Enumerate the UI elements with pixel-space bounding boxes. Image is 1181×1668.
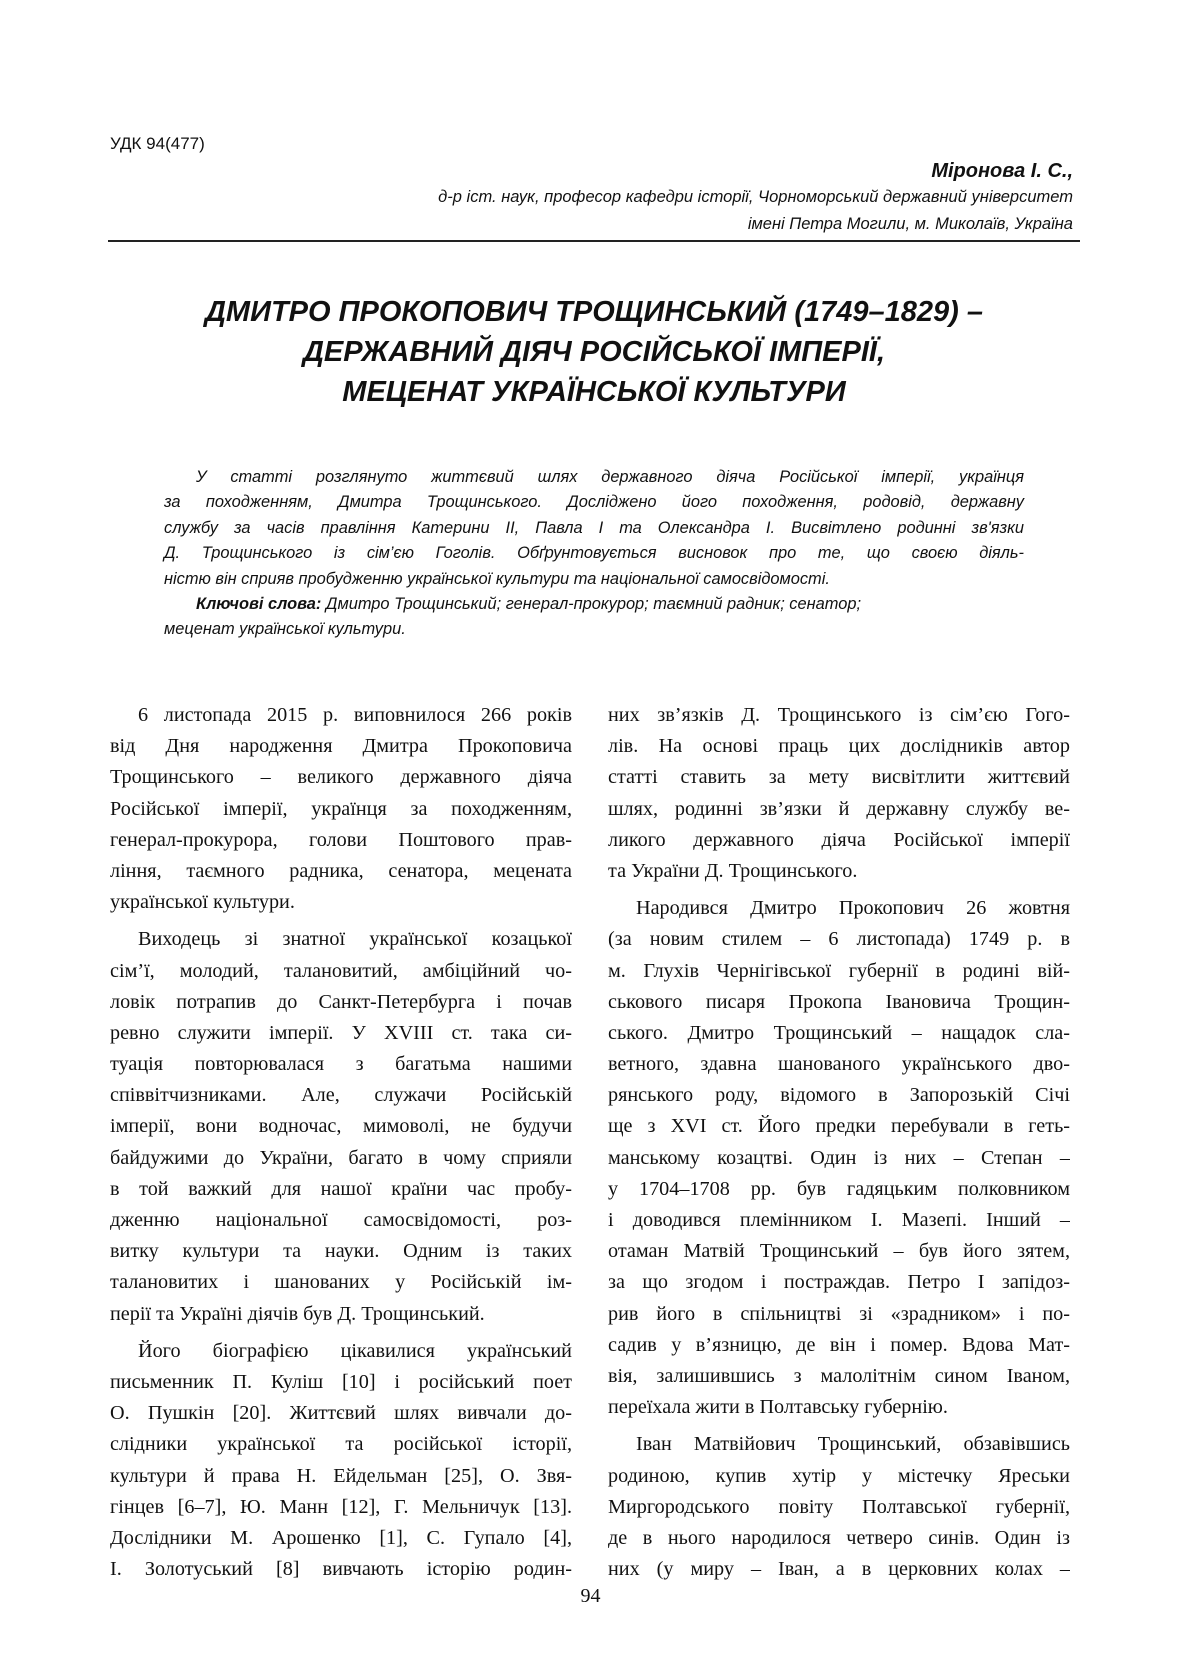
author-affiliation-line-2: імені Петра Могили, м. Миколаїв, Україна [747,215,1073,233]
body-text-line: української культури. [110,891,295,914]
body-text-line: м. Глухів Чернігівської губернії в родині вій- [608,959,1070,982]
body-text-line: ветного, здавна шанованого українського дво- [608,1053,1070,1076]
body-text-line: та України Д. Трощинського. [608,859,858,882]
title-line-2: ДЕРЖАВНИЙ ДІЯЧ РОСІЙСЬКОЇ ІМПЕРІЇ, [302,336,886,368]
body-text-line: садив у в’язницю, де він і помер. Вдова Мат- [608,1333,1070,1356]
abstract [164,465,1024,643]
udc-code: УДК 94(477) [110,134,205,153]
body-text-line: імперії, вони водночас, мимоволі, не будучи [110,1115,572,1138]
body-text-line: рив його в спільництві зі «зрадником» і по- [608,1302,1070,1325]
body-text-line: байдужими до України, багато в чому сприяли [110,1146,572,1169]
body-column-right [608,700,1070,1585]
body-text-line: лів. На основі праць цих дослідників автор [608,735,1070,758]
abstract-line: ністю він сприяв пробудженню української культури та національної самосвідомості. [164,569,830,588]
body-text-line: переїхала жити в Полтавську губернію. [608,1396,948,1419]
body-text-line: Дослідники М. Арошенко [1], С. Гупало [4], [110,1526,572,1549]
body-text-line: ревно служити імперії. У XVIII ст. така си- [110,1021,572,1044]
abstract-line: У статті розглянуто життєвий шлях державного діяча Російської імперії, українця [196,468,1024,486]
keywords-label: Ключові слова: [196,595,322,614]
body-text-line: них (у миру – Іван, а в церковних колах – [608,1558,1070,1581]
body-text-line: в той важкий для нашої країни час пробу- [110,1177,572,1200]
keywords-line [164,592,1024,617]
body-text-line: вія, залишившись з малолітнім сином Іваном, [608,1364,1070,1387]
body-text-line: за що згодом і постраждав. Петро І запідоз- [608,1271,1070,1294]
body-text-line: генерал-прокурора, голови Поштового прав- [110,828,572,851]
body-text-line: них зв’язків Д. Трощинського із сім’єю Гого- [608,704,1070,726]
body-text-line: манському козацтві. Один із них – Степан – [608,1146,1070,1169]
body-text-line: Виходець зі знатної української козацької [138,928,572,951]
body-text-line: культури й права Н. Ейдельман [25], О. Звя- [110,1464,572,1487]
body-text-line: О. Пушкін [20]. Життєвий шлях вивчали до- [110,1402,572,1425]
body-text-line: де в нього народилося четверо синів. Один із [608,1526,1070,1549]
page-number: 94 [580,1585,601,1607]
author-block [438,158,1073,238]
body-text-line: ськового писаря Прокопа Івановича Трощин- [608,990,1070,1013]
body-text-line: родиною, купив хутір у містечку Яреськи [608,1464,1070,1487]
body-text-line: співвітчизниками. Але, служачи Російській [110,1084,572,1107]
body-text-line: ликого державного діяча Російської імперії [608,828,1070,851]
body-text-line: ще з XVI ст. Його предки перебували в геть- [608,1115,1070,1138]
body-text-line: Народився Дмитро Прокопович 26 жовтня [636,897,1070,920]
body-text-line: 6 листопада 2015 р. виповнилося 266 років [138,704,572,726]
author-name: Міронова І. С., [931,160,1073,182]
body-text-line: у 1704–1708 рр. був гадяцьким полковником [608,1177,1070,1200]
body-text-line: дженню національної самосвідомості, роз- [110,1209,572,1231]
body-text-line: туація повторювалася з багатьма нашими [110,1053,572,1076]
body-text-line: статті ставить за мету висвітлити життєвий [608,766,1070,789]
author-affiliation-line-1: д-р іст. наук, професор кафедри історії, Чорноморський державний університет [438,188,1073,206]
body-text-line: Російської імперії, українця за походженням, [110,797,572,820]
body-text-line: (за новим стилем – 6 листопада) 1749 р. в [608,928,1070,951]
body-text-line: гінцев [6–7], Ю. Манн [12], Г. Мельничук [13]. [110,1495,572,1518]
keywords-text: Дмитро Трощинський; генерал-прокурор; таємний радник; сенатор; [325,595,862,614]
body-text-line: І. Золотуський [8] вивчають історію родин- [110,1558,572,1581]
body-text-line: рянського роду, відомого в Запорозькій Січі [608,1084,1070,1107]
article-title [108,292,1080,412]
body-text-line: Його біографією цікавилися український [138,1339,572,1362]
title-line-3: МЕЦЕНАТ УКРАЇНСЬКОЇ КУЛЬТУРИ [342,376,846,408]
title-line-1: ДМИТРО ПРОКОПОВИЧ ТРОЩИНСЬКИЙ (1749–1829) – [204,296,983,328]
body-text-line: шлях, родинні зв’язки й державну службу ве- [608,797,1070,820]
body-text-line: Трощинського – великого державного діяча [110,766,572,789]
abstract-line: Д. Трощинського із сім’єю Гоголів. Обґрунтовується висновок про те, що своєю діяль- [164,544,1024,563]
abstract-line: за походженням, Дмитра Трощинського. Досліджено його походження, родовід, державну [164,493,1024,512]
body-text-line: отаман Матвій Трощинський – був його зятем, [608,1240,1070,1263]
body-column-left [110,700,572,1585]
body-text-line: ловік потрапив до Санкт-Петербурга і почав [110,990,572,1013]
body-text-line: слідники української та російської історії, [110,1433,572,1456]
body-text-line: ління, таємного радника, сенатора, мецената [110,859,572,882]
body-text-line: витку культури та науки. Одним із таких [110,1240,572,1263]
header-divider [108,240,1080,242]
abstract-line: службу за часів правління Катерини ІІ, Павла І та Олександра І. Висвітлено родинні зв'язки [164,518,1024,537]
body-text-line: від Дня народження Дмитра Прокоповича [110,735,572,758]
body-text-line: Іван Матвійович Трощинський, обзавівшись [636,1433,1070,1456]
body-text-line: талановитих і шанованих у Російській ім- [110,1271,572,1294]
body-text-line: сім’ї, молодий, талановитий, амбіційний чо- [110,959,572,982]
body-text-line: Миргородського повіту Полтавської губернії, [608,1495,1070,1518]
body-text-line: письменник П. Куліш [10] і російський поет [110,1370,572,1393]
keywords-line-2: меценат української культури. [164,620,406,639]
body-text-line: ського. Дмитро Трощинський – нащадок сла- [608,1021,1070,1044]
body-text-line: перії та Україні діячів був Д. Трощинський. [110,1302,485,1325]
body-text-line: і доводився племінником І. Мазепі. Інший – [608,1209,1070,1231]
